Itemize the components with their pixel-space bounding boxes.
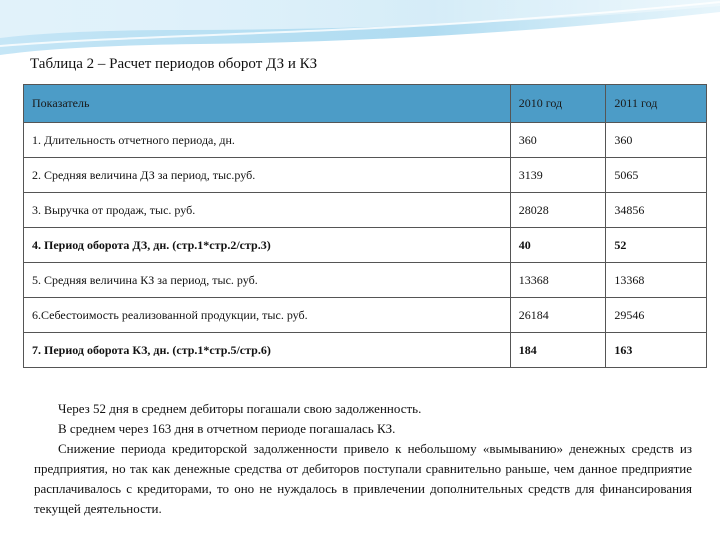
paragraph: Через 52 дня в среднем дебиторы погашали свою задолженность. xyxy=(58,401,422,416)
value-2010: 28028 xyxy=(510,193,606,228)
header-indicator: Показатель xyxy=(24,85,511,123)
value-2011: 29546 xyxy=(606,298,707,333)
table-caption: Таблица 2 – Расчет периодов оборот ДЗ и КЗ xyxy=(30,56,318,72)
value-2010: 13368 xyxy=(510,263,606,298)
value-2011: 34856 xyxy=(606,193,707,228)
value-2010: 360 xyxy=(510,123,606,158)
row-label: 2. Средняя величина ДЗ за период, тыс.руб. xyxy=(24,158,511,193)
value-2010: 26184 xyxy=(510,298,606,333)
value-2011: 163 xyxy=(606,333,707,368)
table-row xyxy=(24,193,707,228)
value-2011: 5065 xyxy=(606,158,707,193)
row-label: 7. Период оборота КЗ, дн. (стр.1*стр.5/стр.6) xyxy=(24,333,511,368)
table-row xyxy=(24,298,707,333)
table-row xyxy=(24,158,707,193)
table-row xyxy=(24,333,707,368)
paragraph: Снижение периода кредиторской задолженности привело к небольшому «вымыванию» денежных средств из предприятия, но так как денежные средства от дебиторов поступали сравнительно раньше, чем данное предприятие расплачивалось с кредиторами, то оно не нуждалось в привлечении дополнительных средств для финансирования текущей деятельности. xyxy=(34,441,692,516)
header-2011: 2011 год xyxy=(606,85,707,123)
value-2011: 360 xyxy=(606,123,707,158)
row-label: 4. Период оборота ДЗ, дн. (стр.1*стр.2/стр.3) xyxy=(24,228,511,263)
table-header-row xyxy=(24,85,707,123)
row-label: 6.Себестоимость реализованной продукции, тыс. руб. xyxy=(24,298,511,333)
turnover-table xyxy=(23,84,707,368)
row-label: 5. Средняя величина КЗ за период, тыс. руб. xyxy=(24,263,511,298)
value-2010: 184 xyxy=(510,333,606,368)
paragraph: В среднем через 163 дня в отчетном периоде погашалась КЗ. xyxy=(58,421,396,436)
value-2010: 40 xyxy=(510,228,606,263)
table-row xyxy=(24,228,707,263)
row-label: 1. Длительность отчетного периода, дн. xyxy=(24,123,511,158)
header-2010: 2010 год xyxy=(510,85,606,123)
value-2010: 3139 xyxy=(510,158,606,193)
value-2011: 52 xyxy=(606,228,707,263)
row-label: 3. Выручка от продаж, тыс. руб. xyxy=(24,193,511,228)
table-row xyxy=(24,123,707,158)
value-2011: 13368 xyxy=(606,263,707,298)
table-row xyxy=(24,263,707,298)
conclusion-text xyxy=(34,399,692,519)
